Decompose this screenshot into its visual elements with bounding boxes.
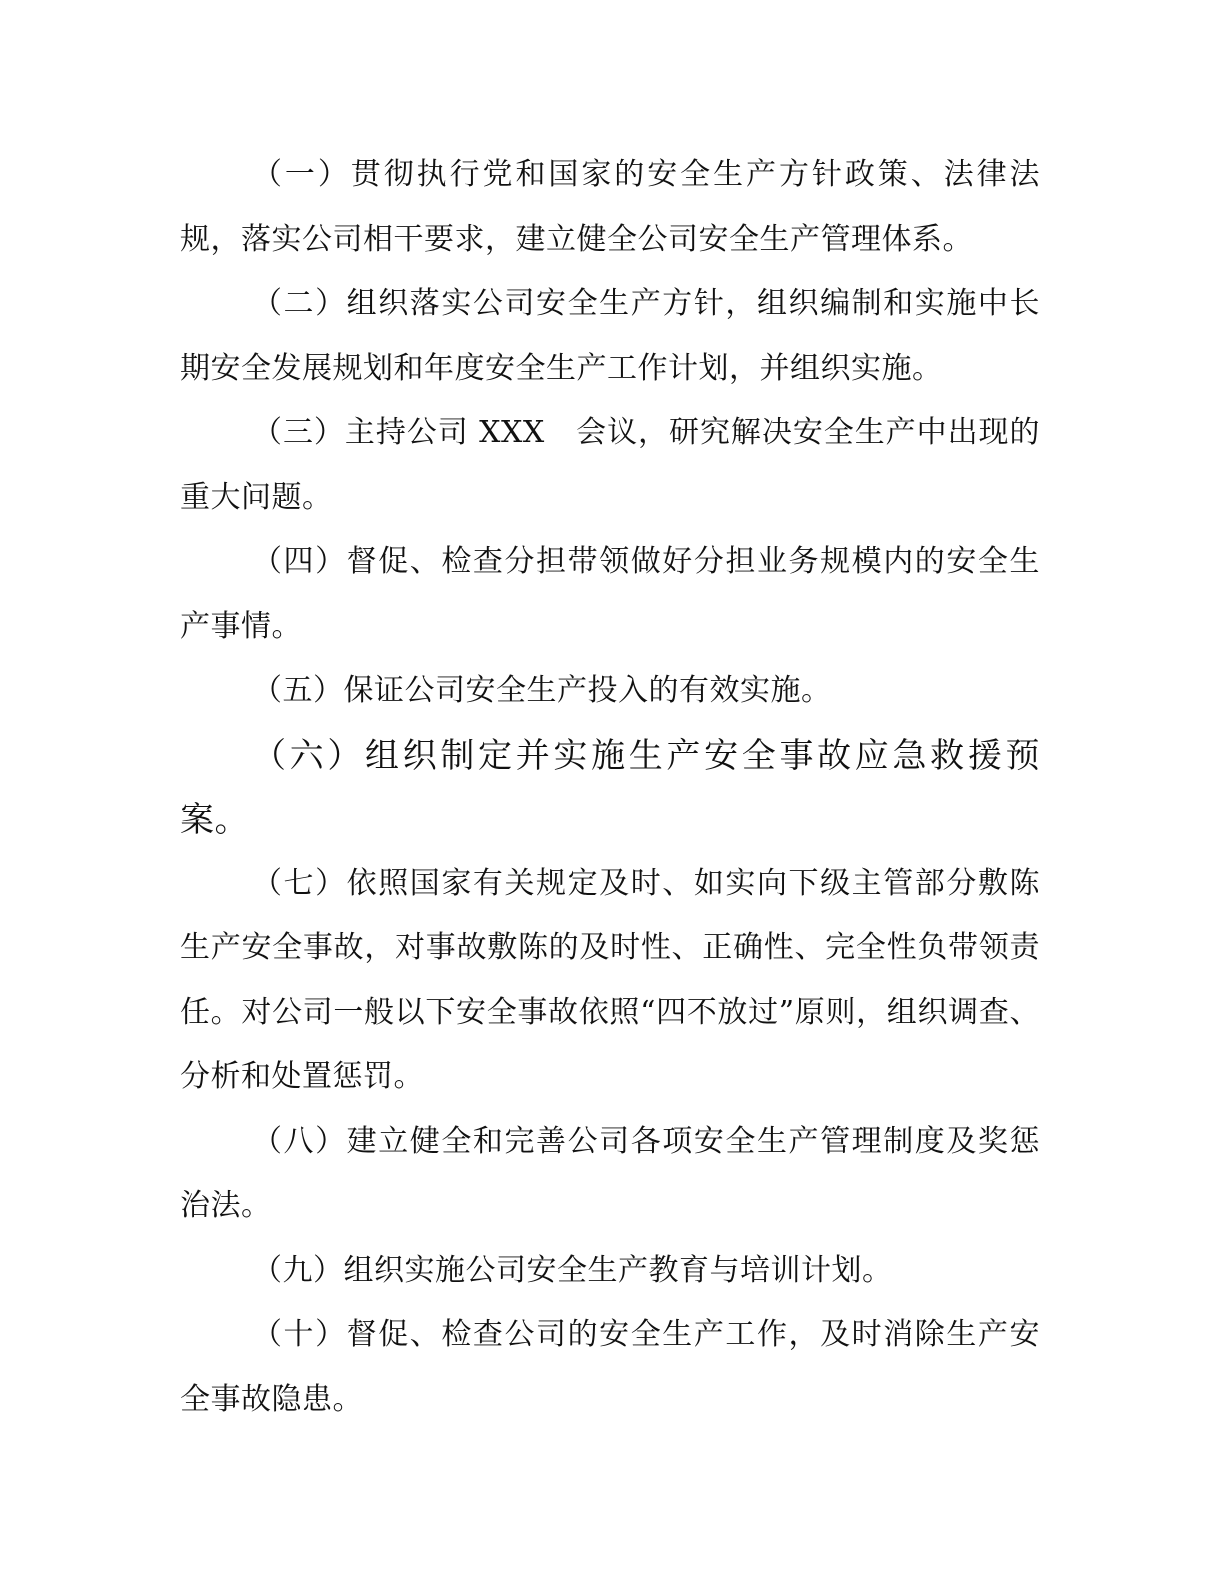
paragraph-8: （八）建立健全和完善公司各项安全生产管理制度及奖惩治法。: [180, 1123, 1040, 1223]
paragraph-1: （一）贯彻执行党和国家的安全生产方针政策、法律法规，落实公司相干要求，建立健全公司安全生产管理体系。: [180, 157, 1040, 257]
paragraph-7: （七）依照国家有关规定及时、如实向下级主管部分敷陈生产安全事故，对事故敷陈的及时性、正确性、完全性负带领责任。对公司一般以下安全事故依照“四不放过”原则，组织调查、分析和处置惩罚。: [180, 865, 1040, 1094]
paragraph-3: （三）主持公司 XXX 会议，研究解决安全生产中出现的重大问题。: [180, 415, 1040, 515]
paragraph-5: （五）保证公司安全生产投入的有效实施。: [252, 673, 832, 708]
paragraph-2: （二）组织落实公司安全生产方针，组织编制和实施中长期安全发展规划和年度安全生产工作计划，并组织实施。: [180, 286, 1040, 386]
paragraph-9: （九）组织实施公司安全生产教育与培训计划。: [252, 1252, 893, 1288]
paragraph-10: （十）督促、检查公司的安全生产工作，及时消除生产安全事故隐患。: [180, 1317, 1040, 1417]
document-body: [180, 143, 1040, 1432]
paragraph-6: （六）组织制定并实施生产安全事故应急救援预案。: [180, 735, 1040, 840]
paragraph-4: （四）督促、检查分担带领做好分担业务规模内的安全生产事情。: [180, 544, 1040, 644]
